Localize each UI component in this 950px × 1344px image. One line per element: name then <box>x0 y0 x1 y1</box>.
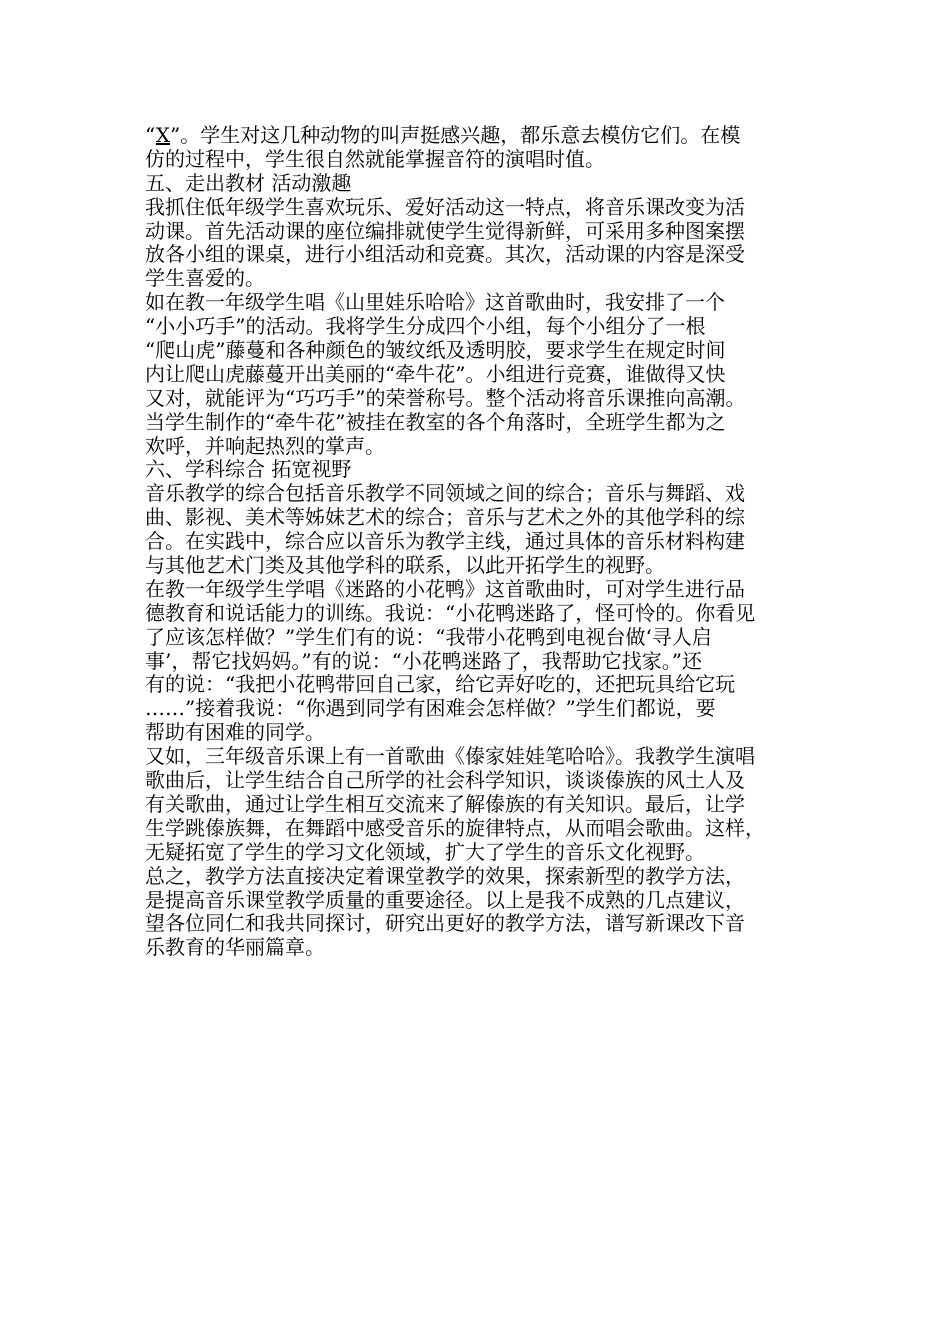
text-line: 动课。首先活动课的座位编排就使学生觉得新鲜，可采用多种图案摆 <box>145 218 745 243</box>
text-line: 曲、影视、美术等姊妹艺术的综合；音乐与艺术之外的其他学科的综 <box>145 505 745 530</box>
text-line: 仿的过程中，学生很自然就能掌握音符的演唱时值。 <box>145 146 605 171</box>
text-line: 欢呼，并响起热烈的掌声。 <box>145 433 385 458</box>
text-line: 歌曲后，让学生结合自己所学的社会科学知识，谈谈傣族的风土人及 <box>145 768 745 793</box>
text-line: 当学生制作的“牵牛花”被挂在教室的各个角落时，全班学生都为之 <box>145 409 726 434</box>
text-line: 是提高音乐课堂教学质量的重要途径。以上是我不成熟的几点建议， <box>145 887 745 912</box>
paragraph <box>145 124 810 172</box>
text-line: ……”接着我说：“你遇到同学有困难会怎样做？”学生们都说，要 <box>145 696 716 721</box>
text-line: “X”。学生对这几种动物的叫声挺感兴趣，都乐意去模仿它们。在模 <box>145 123 741 147</box>
paragraph <box>145 578 810 745</box>
text-line: 生学跳傣族舞，在舞蹈中感受音乐的旋律特点，从而唱会歌曲。这样， <box>145 815 765 840</box>
text-line: 有的说：“我把小花鸭带回自己家，给它弄好吃的，还把玩具给它玩 <box>145 672 736 697</box>
section-heading: 五、走出教材 活动激趣 <box>145 170 352 195</box>
text-line: 内让爬山虎藤蔓开出美丽的“牵牛花”。小组进行竞赛，谁做得又快 <box>145 361 726 386</box>
text-line: 与其他艺术门类及其他学科的联系，以此开拓学生的视野。 <box>145 553 665 578</box>
paragraph <box>145 745 810 864</box>
text-line: 有关歌曲，通过让学生相互交流来了解傣族的有关知识。最后，让学 <box>145 791 745 816</box>
text-line: 我抓住低年级学生喜欢玩乐、爱好活动这一特点，将音乐课改变为活 <box>145 194 745 219</box>
section-heading: 六、学科综合 拓宽视野 <box>145 457 352 482</box>
text-line: 放各小组的课桌，进行小组活动和竞赛。其次，活动课的内容是深受 <box>145 242 745 267</box>
text-line: 如在教一年级学生唱《山里娃乐哈哈》这首歌曲时，我安排了一个 <box>145 290 725 315</box>
text-line: 德教育和说话能力的训练。我说：“小花鸭迷路了，怪可怜的。你看见 <box>145 600 756 625</box>
text-line: 乐教育的华丽篇章。 <box>145 935 325 960</box>
text-line: 事’，帮它找妈妈。”有的说：“小花鸭迷路了，我帮助它找家。”还 <box>145 648 703 673</box>
text-line: 又对，就能评为“巧巧手”的荣誉称号。整个活动将音乐课推向高潮。 <box>145 385 746 410</box>
text-line: “小小巧手”的活动。我将学生分成四个小组，每个小组分了一根 <box>145 314 706 339</box>
text-line: 在教一年级学生学唱《迷路的小花鸭》这首歌曲时，可对学生进行品 <box>145 576 745 601</box>
paragraph <box>145 482 810 578</box>
text-line: 无疑拓宽了学生的学习文化领域，扩大了学生的音乐文化视野。 <box>145 839 705 864</box>
text-line: 合。在实践中，综合应以音乐为教学主线，通过具体的音乐材料构建 <box>145 529 745 554</box>
paragraph <box>145 291 810 458</box>
text-line: 又如，三年级音乐课上有一首歌曲《傣家娃娃笔哈哈》。我教学生演唱 <box>145 744 755 769</box>
text-line: “爬山虎”藤蔓和各种颜色的皱纹纸及透明胶，要求学生在规定时间 <box>145 338 726 363</box>
text-line: 总之，教学方法直接决定着课堂教学的效果，探索新型的教学方法， <box>145 863 745 888</box>
text-line: 学生喜爱的。 <box>145 266 265 291</box>
document-page <box>145 124 810 960</box>
text-line: 帮助有困难的同学。 <box>145 720 325 745</box>
text-line: 音乐教学的综合包括音乐教学不同领域之间的综合；音乐与舞蹈、戏 <box>145 481 745 506</box>
text-line: 望各位同仁和我共同探讨，研究出更好的教学方法，谱写新课改下音 <box>145 911 745 936</box>
paragraph <box>145 865 810 961</box>
text-line: 了应该怎样做？”学生们有的说：“我带小花鸭到电视台做‘寻人启 <box>145 624 712 649</box>
paragraph <box>145 196 810 292</box>
